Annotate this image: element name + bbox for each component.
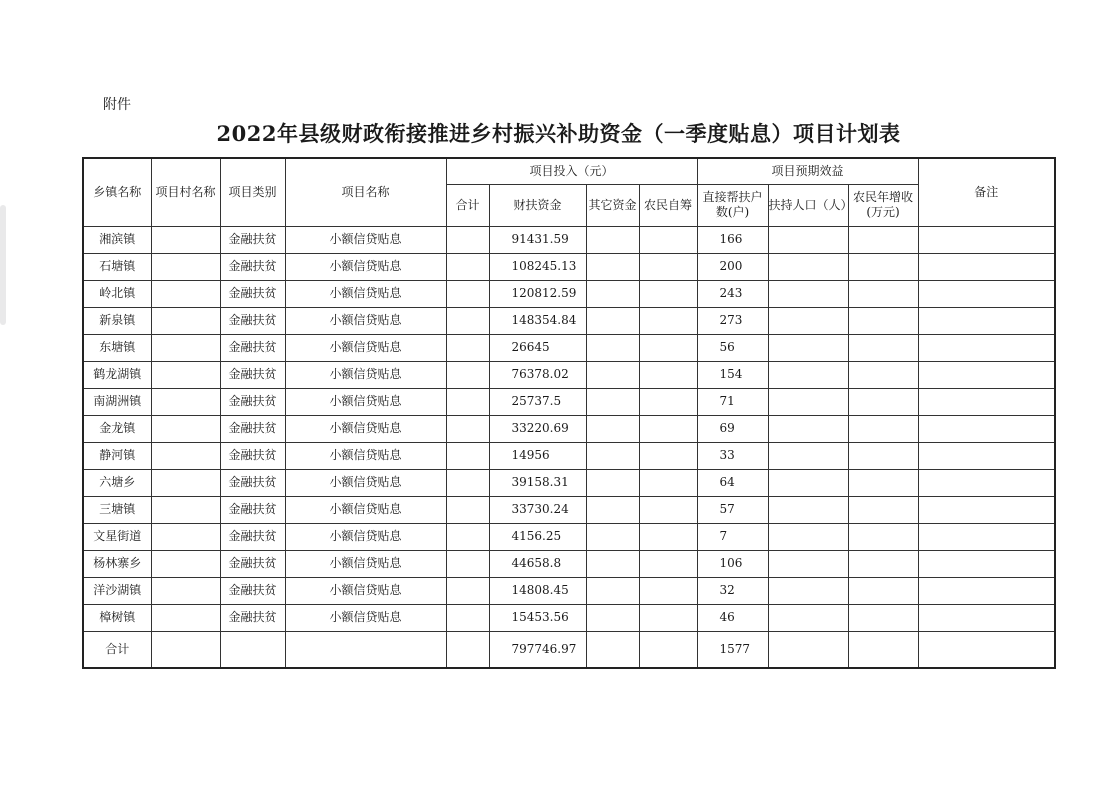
cell-households: 57 xyxy=(697,496,768,523)
table-body xyxy=(83,226,1055,631)
cell-other xyxy=(586,415,639,442)
header-farmer: 农民自筹 xyxy=(639,184,697,226)
cell-remarks xyxy=(918,496,1055,523)
cell-remarks xyxy=(918,280,1055,307)
cell-other xyxy=(586,334,639,361)
cell-population xyxy=(768,496,848,523)
cell-total xyxy=(446,442,489,469)
cell-township: 新泉镇 xyxy=(83,307,151,334)
table-row xyxy=(83,334,1055,361)
cell-village xyxy=(151,253,220,280)
cell-village xyxy=(151,334,220,361)
cell-income xyxy=(848,604,918,631)
cell-category: 金融扶贫 xyxy=(220,469,285,496)
table-row xyxy=(83,442,1055,469)
cell-remarks xyxy=(918,577,1055,604)
cell-farmer xyxy=(639,577,697,604)
header-total: 合计 xyxy=(446,184,489,226)
cell-households: 32 xyxy=(697,577,768,604)
table-row xyxy=(83,280,1055,307)
cell-category: 金融扶贫 xyxy=(220,226,285,253)
cell-project-name: 小额信贷贴息 xyxy=(285,388,446,415)
header-benefit-group: 项目预期效益 xyxy=(697,158,918,184)
cell-village xyxy=(151,388,220,415)
cell-other xyxy=(586,550,639,577)
cell-farmer xyxy=(639,550,697,577)
table-row xyxy=(83,496,1055,523)
cell-project-name: 小额信贷贴息 xyxy=(285,577,446,604)
cell-category: 金融扶贫 xyxy=(220,577,285,604)
cell-township: 文星街道 xyxy=(83,523,151,550)
cell-total xyxy=(446,469,489,496)
table-row xyxy=(83,469,1055,496)
cell-category: 金融扶贫 xyxy=(220,280,285,307)
cell-fiscal: 25737.5 xyxy=(489,388,586,415)
cell-farmer xyxy=(639,523,697,550)
cell-households: 154 xyxy=(697,361,768,388)
cell-remarks xyxy=(918,469,1055,496)
cell-township: 金龙镇 xyxy=(83,415,151,442)
document-title: 2022年县级财政衔接推进乡村振兴补助资金（一季度贴息）项目计划表 xyxy=(216,121,901,146)
cell-township: 静河镇 xyxy=(83,442,151,469)
cell-remarks xyxy=(918,334,1055,361)
cell-population xyxy=(768,226,848,253)
cell-population xyxy=(768,334,848,361)
header-population: 扶持人口（人） xyxy=(768,184,848,226)
header-investment-group: 项目投入（元） xyxy=(446,158,697,184)
cell-fiscal: 14808.45 xyxy=(489,577,586,604)
cell-project-name: 小额信贷贴息 xyxy=(285,280,446,307)
table-row xyxy=(83,361,1055,388)
cell-income xyxy=(848,550,918,577)
cell-income xyxy=(848,442,918,469)
cell-total xyxy=(446,334,489,361)
cell-population xyxy=(768,280,848,307)
cell-project-name: 小额信贷贴息 xyxy=(285,334,446,361)
cell-township: 南湖洲镇 xyxy=(83,388,151,415)
cell-category: 金融扶贫 xyxy=(220,334,285,361)
cell-project-name: 小额信贷贴息 xyxy=(285,307,446,334)
cell-project-name: 小额信贷贴息 xyxy=(285,361,446,388)
total-label: 合计 xyxy=(83,631,151,668)
cell-total xyxy=(446,415,489,442)
table-row xyxy=(83,388,1055,415)
header-township: 乡镇名称 xyxy=(83,158,151,226)
cell-village xyxy=(151,361,220,388)
cell-households: 64 xyxy=(697,469,768,496)
table-row xyxy=(83,253,1055,280)
total-fiscal: 797746.97 xyxy=(489,631,586,668)
cell-township: 洋沙湖镇 xyxy=(83,577,151,604)
table-row xyxy=(83,415,1055,442)
cell-category: 金融扶贫 xyxy=(220,442,285,469)
cell-category: 金融扶贫 xyxy=(220,415,285,442)
cell-project-name: 小额信贷贴息 xyxy=(285,550,446,577)
header-category: 项目类别 xyxy=(220,158,285,226)
cell-population xyxy=(768,307,848,334)
cell-township: 湘滨镇 xyxy=(83,226,151,253)
cell-remarks xyxy=(918,415,1055,442)
cell-project-name: 小额信贷贴息 xyxy=(285,442,446,469)
cell-other xyxy=(586,604,639,631)
cell-village xyxy=(151,496,220,523)
cell-village xyxy=(151,604,220,631)
cell-population xyxy=(768,577,848,604)
cell-income xyxy=(848,280,918,307)
cell-fiscal: 14956 xyxy=(489,442,586,469)
cell-village xyxy=(151,577,220,604)
cell-fiscal: 120812.59 xyxy=(489,280,586,307)
table-row xyxy=(83,523,1055,550)
cell-total xyxy=(446,253,489,280)
cell-farmer xyxy=(639,388,697,415)
cell-other xyxy=(586,442,639,469)
cell-households: 7 xyxy=(697,523,768,550)
cell-population xyxy=(768,550,848,577)
cell-population xyxy=(768,523,848,550)
cell-population xyxy=(768,469,848,496)
cell-fiscal: 76378.02 xyxy=(489,361,586,388)
cell-other xyxy=(586,253,639,280)
cell-total xyxy=(446,226,489,253)
cell-population xyxy=(768,388,848,415)
cell-income xyxy=(848,226,918,253)
cell-project-name: 小额信贷贴息 xyxy=(285,469,446,496)
cell-total xyxy=(446,604,489,631)
cell-category: 金融扶贫 xyxy=(220,496,285,523)
header-project-name: 项目名称 xyxy=(285,158,446,226)
cell-township: 樟树镇 xyxy=(83,604,151,631)
cell-township: 三塘镇 xyxy=(83,496,151,523)
cell-population xyxy=(768,361,848,388)
cell-project-name: 小额信贷贴息 xyxy=(285,523,446,550)
cell-other xyxy=(586,361,639,388)
cell-income xyxy=(848,496,918,523)
cell-other xyxy=(586,226,639,253)
cell-farmer xyxy=(639,334,697,361)
table-row xyxy=(83,577,1055,604)
cell-income xyxy=(848,469,918,496)
cell-total xyxy=(446,388,489,415)
cell-total xyxy=(446,577,489,604)
cell-category: 金融扶贫 xyxy=(220,523,285,550)
cell-fiscal: 33220.69 xyxy=(489,415,586,442)
header-other: 其它资金 xyxy=(586,184,639,226)
cell-fiscal: 26645 xyxy=(489,334,586,361)
cell-total xyxy=(446,361,489,388)
cell-remarks xyxy=(918,442,1055,469)
header-village: 项目村名称 xyxy=(151,158,220,226)
header-remarks: 备注 xyxy=(918,158,1055,226)
cell-other xyxy=(586,307,639,334)
cell-category: 金融扶贫 xyxy=(220,253,285,280)
cell-population xyxy=(768,253,848,280)
cell-village xyxy=(151,415,220,442)
cell-farmer xyxy=(639,226,697,253)
cell-other xyxy=(586,577,639,604)
cell-farmer xyxy=(639,469,697,496)
cell-other xyxy=(586,388,639,415)
cell-farmer xyxy=(639,307,697,334)
cell-remarks xyxy=(918,361,1055,388)
cell-remarks xyxy=(918,604,1055,631)
cell-income xyxy=(848,415,918,442)
cell-farmer xyxy=(639,496,697,523)
cell-income xyxy=(848,253,918,280)
cell-category: 金融扶贫 xyxy=(220,604,285,631)
cell-township: 东塘镇 xyxy=(83,334,151,361)
cell-remarks xyxy=(918,253,1055,280)
cell-farmer xyxy=(639,253,697,280)
project-plan-table xyxy=(82,157,1056,669)
cell-village xyxy=(151,550,220,577)
cell-category: 金融扶贫 xyxy=(220,388,285,415)
cell-township: 鹤龙湖镇 xyxy=(83,361,151,388)
cell-township: 六塘乡 xyxy=(83,469,151,496)
cell-households: 166 xyxy=(697,226,768,253)
cell-category: 金融扶贫 xyxy=(220,550,285,577)
cell-farmer xyxy=(639,280,697,307)
cell-population xyxy=(768,442,848,469)
cell-remarks xyxy=(918,226,1055,253)
cell-households: 56 xyxy=(697,334,768,361)
table-row xyxy=(83,226,1055,253)
cell-remarks xyxy=(918,523,1055,550)
cell-village xyxy=(151,523,220,550)
cell-farmer xyxy=(639,604,697,631)
cell-remarks xyxy=(918,550,1055,577)
cell-income xyxy=(848,388,918,415)
cell-income xyxy=(848,523,918,550)
cell-village xyxy=(151,442,220,469)
cell-township: 杨林寨乡 xyxy=(83,550,151,577)
cell-income xyxy=(848,361,918,388)
cell-households: 46 xyxy=(697,604,768,631)
scan-edge-shadow xyxy=(0,205,6,325)
total-row xyxy=(83,631,1055,668)
cell-income xyxy=(848,577,918,604)
cell-fiscal: 4156.25 xyxy=(489,523,586,550)
cell-village xyxy=(151,280,220,307)
cell-other xyxy=(586,469,639,496)
cell-total xyxy=(446,550,489,577)
cell-households: 69 xyxy=(697,415,768,442)
cell-township: 岭北镇 xyxy=(83,280,151,307)
cell-category: 金融扶贫 xyxy=(220,361,285,388)
header-income: 农民年增收(万元) xyxy=(848,184,918,226)
cell-category: 金融扶贫 xyxy=(220,307,285,334)
table-row xyxy=(83,604,1055,631)
cell-project-name: 小额信贷贴息 xyxy=(285,496,446,523)
header-fiscal: 财扶资金 xyxy=(489,184,586,226)
table-row xyxy=(83,550,1055,577)
cell-other xyxy=(586,496,639,523)
cell-fiscal: 33730.24 xyxy=(489,496,586,523)
cell-project-name: 小额信贷贴息 xyxy=(285,415,446,442)
attachment-label: 附件 xyxy=(103,97,131,113)
cell-total xyxy=(446,307,489,334)
cell-households: 273 xyxy=(697,307,768,334)
cell-village xyxy=(151,307,220,334)
cell-village xyxy=(151,469,220,496)
cell-project-name: 小额信贷贴息 xyxy=(285,253,446,280)
cell-income xyxy=(848,307,918,334)
cell-farmer xyxy=(639,442,697,469)
cell-other xyxy=(586,523,639,550)
cell-fiscal: 108245.13 xyxy=(489,253,586,280)
cell-fiscal: 44658.8 xyxy=(489,550,586,577)
cell-households: 71 xyxy=(697,388,768,415)
cell-households: 106 xyxy=(697,550,768,577)
cell-farmer xyxy=(639,415,697,442)
cell-other xyxy=(586,280,639,307)
header-households: 直接帮扶户数(户) xyxy=(697,184,768,226)
cell-population xyxy=(768,604,848,631)
cell-remarks xyxy=(918,307,1055,334)
cell-village xyxy=(151,226,220,253)
cell-total xyxy=(446,280,489,307)
cell-project-name: 小额信贷贴息 xyxy=(285,604,446,631)
cell-households: 200 xyxy=(697,253,768,280)
cell-fiscal: 148354.84 xyxy=(489,307,586,334)
cell-total xyxy=(446,496,489,523)
cell-fiscal: 39158.31 xyxy=(489,469,586,496)
cell-fiscal: 15453.56 xyxy=(489,604,586,631)
cell-population xyxy=(768,415,848,442)
cell-households: 33 xyxy=(697,442,768,469)
cell-project-name: 小额信贷贴息 xyxy=(285,226,446,253)
cell-farmer xyxy=(639,361,697,388)
cell-income xyxy=(848,334,918,361)
cell-households: 243 xyxy=(697,280,768,307)
cell-fiscal: 91431.59 xyxy=(489,226,586,253)
total-households: 1577 xyxy=(697,631,768,668)
table-row xyxy=(83,307,1055,334)
cell-township: 石塘镇 xyxy=(83,253,151,280)
cell-total xyxy=(446,523,489,550)
cell-remarks xyxy=(918,388,1055,415)
